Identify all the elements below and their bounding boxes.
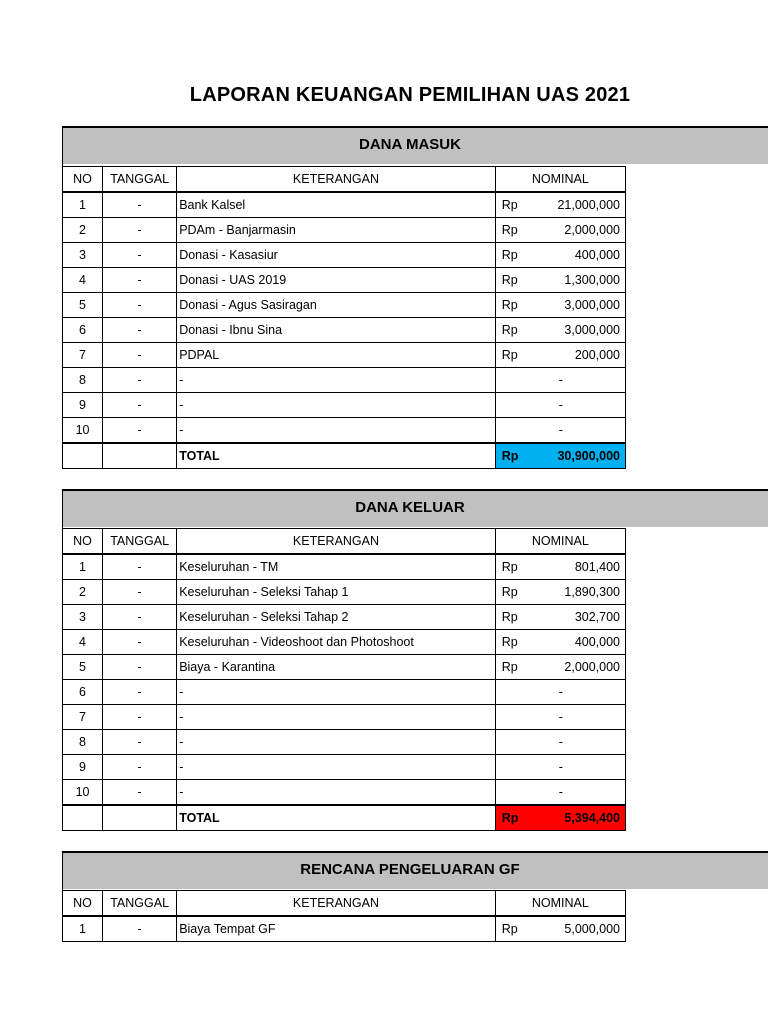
- cell-no: 6: [63, 680, 103, 705]
- col-header-keterangan: KETERANGAN: [177, 167, 496, 193]
- currency-label: Rp: [501, 248, 518, 262]
- cell-no: 3: [63, 243, 103, 268]
- total-empty-no: [63, 805, 103, 831]
- cell-keterangan: -: [177, 393, 496, 418]
- table-row: [63, 368, 626, 393]
- table-row: [63, 755, 626, 780]
- cell-nominal: [495, 680, 625, 705]
- cell-nominal: [495, 554, 625, 580]
- nominal-value: -: [558, 373, 563, 387]
- table-dana-masuk: [62, 166, 626, 469]
- cell-nominal: [495, 755, 625, 780]
- table-row: [63, 243, 626, 268]
- cell-keterangan: Biaya - Karantina: [177, 655, 496, 680]
- col-header-nominal: NOMINAL: [495, 891, 625, 917]
- report-title: LAPORAN KEUANGAN PEMILIHAN UAS 2021: [189, 84, 631, 106]
- total-nominal: [495, 443, 625, 469]
- col-header-no: NO: [63, 529, 103, 555]
- currency-label: Rp: [501, 610, 518, 624]
- nominal-value: -: [558, 760, 563, 774]
- cell-no: 10: [63, 418, 103, 444]
- currency-label: Rp: [501, 298, 518, 312]
- total-empty-tanggal: [103, 805, 177, 831]
- cell-tanggal: -: [103, 705, 177, 730]
- cell-no: 8: [63, 730, 103, 755]
- cell-keterangan: PDPAL: [177, 343, 496, 368]
- cell-keterangan: Keseluruhan - TM: [177, 554, 496, 580]
- table-row: [63, 630, 626, 655]
- cell-no: 9: [63, 755, 103, 780]
- currency-label: Rp: [501, 922, 518, 936]
- cell-nominal: [495, 580, 625, 605]
- nominal-value: 801,400: [574, 560, 620, 574]
- nominal-value: -: [558, 423, 563, 437]
- cell-tanggal: -: [103, 343, 177, 368]
- cell-keterangan: -: [177, 680, 496, 705]
- cell-keterangan: -: [177, 780, 496, 806]
- table-row: [63, 655, 626, 680]
- table-row: [63, 605, 626, 630]
- cell-no: 4: [63, 630, 103, 655]
- col-header-no: NO: [63, 167, 103, 193]
- cell-tanggal: -: [103, 243, 177, 268]
- cell-keterangan: -: [177, 755, 496, 780]
- cell-tanggal: -: [103, 368, 177, 393]
- cell-tanggal: -: [103, 218, 177, 243]
- cell-nominal: [495, 318, 625, 343]
- cell-nominal: [495, 192, 625, 218]
- cell-no: 10: [63, 780, 103, 806]
- currency-label: Rp: [501, 198, 518, 212]
- cell-keterangan: PDAm - Banjarmasin: [177, 218, 496, 243]
- cell-tanggal: -: [103, 393, 177, 418]
- currency-label: Rp: [501, 273, 518, 287]
- nominal-value: 200,000: [574, 348, 620, 362]
- cell-no: 1: [63, 916, 103, 942]
- total-value: 30,900,000: [557, 449, 620, 463]
- nominal-value: 21,000,000: [557, 198, 620, 212]
- section-band-dana-masuk: [62, 126, 768, 164]
- cell-nominal: [495, 293, 625, 318]
- nominal-value: -: [558, 735, 563, 749]
- col-header-keterangan: KETERANGAN: [177, 529, 496, 555]
- cell-tanggal: -: [103, 655, 177, 680]
- cell-nominal: [495, 730, 625, 755]
- cell-keterangan: -: [177, 705, 496, 730]
- cell-nominal: [495, 218, 625, 243]
- table-row: [63, 218, 626, 243]
- total-row: [63, 443, 626, 469]
- cell-tanggal: -: [103, 580, 177, 605]
- cell-keterangan: Donasi - UAS 2019: [177, 268, 496, 293]
- cell-keterangan: Donasi - Ibnu Sina: [177, 318, 496, 343]
- currency-label: Rp: [501, 348, 518, 362]
- cell-no: 2: [63, 218, 103, 243]
- nominal-value: 3,000,000: [564, 323, 620, 337]
- table-row: [63, 554, 626, 580]
- cell-no: 5: [63, 293, 103, 318]
- cell-nominal: [495, 630, 625, 655]
- cell-keterangan: Donasi - Kasasiur: [177, 243, 496, 268]
- total-value: 5,394,400: [564, 811, 620, 825]
- col-header-tanggal: TANGGAL: [103, 891, 177, 917]
- nominal-value: -: [558, 785, 563, 799]
- table-row: [63, 418, 626, 444]
- currency-label: Rp: [501, 449, 519, 463]
- cell-tanggal: -: [103, 293, 177, 318]
- currency-label: Rp: [501, 660, 518, 674]
- cell-no: 8: [63, 368, 103, 393]
- col-header-nominal: NOMINAL: [495, 529, 625, 555]
- cell-no: 9: [63, 393, 103, 418]
- nominal-value: -: [558, 710, 563, 724]
- cell-keterangan: -: [177, 368, 496, 393]
- cell-no: 2: [63, 580, 103, 605]
- nominal-value: 5,000,000: [564, 922, 620, 936]
- table-row: [63, 192, 626, 218]
- cell-tanggal: -: [103, 268, 177, 293]
- currency-label: Rp: [501, 635, 518, 649]
- table-row: [63, 293, 626, 318]
- cell-no: 5: [63, 655, 103, 680]
- section-heading-dana-masuk: DANA MASUK: [359, 136, 461, 153]
- currency-label: Rp: [501, 223, 518, 237]
- section-heading-dana-keluar: DANA KELUAR: [355, 499, 465, 516]
- cell-keterangan: Donasi - Agus Sasiragan: [177, 293, 496, 318]
- cell-tanggal: -: [103, 418, 177, 444]
- cell-keterangan: Keseluruhan - Seleksi Tahap 2: [177, 605, 496, 630]
- cell-keterangan: Keseluruhan - Seleksi Tahap 1: [177, 580, 496, 605]
- currency-label: Rp: [501, 560, 518, 574]
- cell-no: 1: [63, 192, 103, 218]
- cell-no: 1: [63, 554, 103, 580]
- cell-keterangan: Biaya Tempat GF: [177, 916, 496, 942]
- nominal-value: 400,000: [574, 635, 620, 649]
- cell-nominal: [495, 418, 625, 444]
- cell-nominal: [495, 655, 625, 680]
- cell-tanggal: -: [103, 554, 177, 580]
- total-nominal: [495, 805, 625, 831]
- cell-tanggal: -: [103, 916, 177, 942]
- col-header-tanggal: TANGGAL: [103, 167, 177, 193]
- table-dana-keluar: [62, 528, 626, 831]
- section-band-rencana: [62, 851, 768, 889]
- cell-tanggal: -: [103, 605, 177, 630]
- total-row: [63, 805, 626, 831]
- table-row: [63, 580, 626, 605]
- table-row: [63, 680, 626, 705]
- total-label: TOTAL: [177, 805, 496, 831]
- cell-nominal: [495, 368, 625, 393]
- cell-keterangan: Keseluruhan - Videoshoot dan Photoshoot: [177, 630, 496, 655]
- table-row: [63, 780, 626, 806]
- section-band-dana-keluar: [62, 489, 768, 527]
- cell-no: 3: [63, 605, 103, 630]
- cell-tanggal: -: [103, 730, 177, 755]
- cell-nominal: [495, 343, 625, 368]
- total-empty-tanggal: [103, 443, 177, 469]
- table-row: [63, 730, 626, 755]
- col-header-no: NO: [63, 891, 103, 917]
- table-row: [63, 705, 626, 730]
- col-header-tanggal: TANGGAL: [103, 529, 177, 555]
- cell-tanggal: -: [103, 318, 177, 343]
- nominal-value: 2,000,000: [564, 660, 620, 674]
- cell-no: 6: [63, 318, 103, 343]
- cell-tanggal: -: [103, 680, 177, 705]
- nominal-value: -: [558, 398, 563, 412]
- currency-label: Rp: [501, 323, 518, 337]
- table-row: [63, 343, 626, 368]
- cell-tanggal: -: [103, 780, 177, 806]
- nominal-value: 1,890,300: [564, 585, 620, 599]
- cell-keterangan: -: [177, 418, 496, 444]
- cell-nominal: [495, 268, 625, 293]
- cell-no: 4: [63, 268, 103, 293]
- nominal-value: 302,700: [574, 610, 620, 624]
- cell-tanggal: -: [103, 755, 177, 780]
- table-row: [63, 268, 626, 293]
- cell-tanggal: -: [103, 192, 177, 218]
- nominal-value: 3,000,000: [564, 298, 620, 312]
- nominal-value: 1,300,000: [564, 273, 620, 287]
- table-row: [63, 318, 626, 343]
- cell-nominal: [495, 243, 625, 268]
- cell-nominal: [495, 705, 625, 730]
- table-row: [63, 393, 626, 418]
- table-rencana: [62, 890, 626, 942]
- table-row: [63, 916, 626, 942]
- cell-no: 7: [63, 343, 103, 368]
- cell-nominal: [495, 916, 625, 942]
- total-label: TOTAL: [177, 443, 496, 469]
- section-heading-rencana: RENCANA PENGELUARAN GF: [300, 861, 520, 878]
- col-header-keterangan: KETERANGAN: [177, 891, 496, 917]
- currency-label: Rp: [501, 585, 518, 599]
- col-header-nominal: NOMINAL: [495, 167, 625, 193]
- cell-no: 7: [63, 705, 103, 730]
- cell-keterangan: Bank Kalsel: [177, 192, 496, 218]
- currency-label: Rp: [501, 811, 519, 825]
- cell-nominal: [495, 393, 625, 418]
- cell-nominal: [495, 605, 625, 630]
- nominal-value: 2,000,000: [564, 223, 620, 237]
- nominal-value: 400,000: [574, 248, 620, 262]
- cell-nominal: [495, 780, 625, 806]
- nominal-value: -: [558, 685, 563, 699]
- total-empty-no: [63, 443, 103, 469]
- cell-tanggal: -: [103, 630, 177, 655]
- cell-keterangan: -: [177, 730, 496, 755]
